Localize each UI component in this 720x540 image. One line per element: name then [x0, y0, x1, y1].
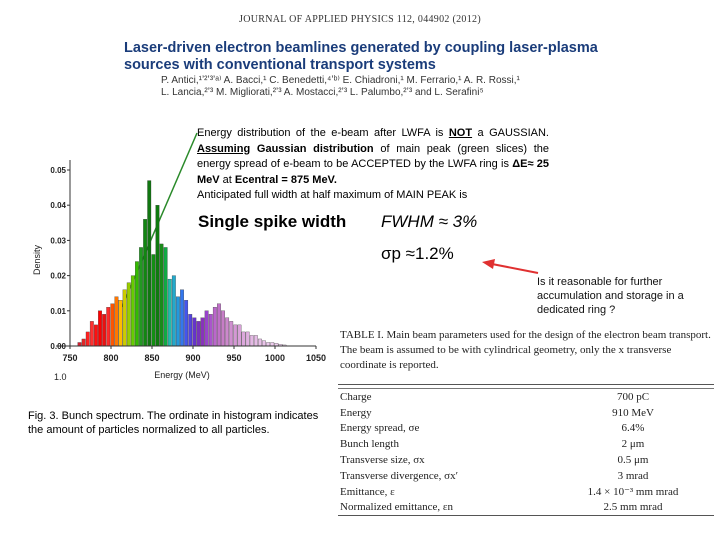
- histogram-bar: [168, 279, 172, 346]
- table-param: Emittance, ε: [340, 485, 395, 498]
- histogram-bar: [176, 297, 180, 346]
- y-tick-label: 0.01: [50, 306, 66, 316]
- histogram-bar: [201, 318, 205, 346]
- histogram-bar: [184, 300, 188, 346]
- histogram-bar: [225, 318, 229, 346]
- histogram-bar: [221, 311, 225, 346]
- histogram-bar: [127, 283, 130, 346]
- table-row: [338, 468, 714, 484]
- histogram-bar: [180, 290, 184, 346]
- table-value: 3 mrad: [617, 469, 649, 482]
- histogram-bar: [156, 205, 160, 346]
- table-row: [338, 405, 714, 421]
- y-tick-label: 0.02: [50, 271, 66, 281]
- table-row: [338, 484, 714, 500]
- histogram-bar: [234, 325, 238, 346]
- histogram-bar: [139, 247, 143, 346]
- histogram-bar: [94, 325, 98, 346]
- histogram-bar: [119, 300, 123, 346]
- table-value: 6.4%: [621, 422, 645, 435]
- histogram-bar: [238, 325, 242, 346]
- histogram-bar: [152, 254, 156, 346]
- journal-header: JOURNAL OF APPLIED PHYSICS 112, 044902 (2012): [239, 14, 481, 25]
- histogram-bar: [78, 342, 82, 346]
- fwhm-label: FWHM ≈ 3%: [381, 212, 478, 231]
- para-text-4: at: [219, 173, 235, 186]
- histogram-bar: [111, 304, 115, 346]
- red-arrowhead: [482, 259, 495, 269]
- sigma-label: σp ≈1.2%: [381, 244, 454, 263]
- table-param: Normalized emittance, εn: [340, 501, 454, 514]
- x-tick-label: 950: [226, 353, 242, 363]
- table-param: Energy spread, σe: [340, 422, 420, 435]
- histogram-bar: [258, 339, 262, 346]
- table-value: 2 μm: [621, 438, 645, 451]
- spike-label: Single spike width: [198, 212, 347, 231]
- histogram-bar: [102, 314, 106, 346]
- x-tick-label: 800: [103, 353, 119, 363]
- para-gauss: Gaussian distribution: [250, 142, 374, 155]
- y-tick-label: 0.03: [50, 236, 66, 246]
- histogram-bar: [106, 307, 110, 346]
- histogram-bar: [254, 335, 258, 346]
- histogram-bar: [246, 332, 250, 346]
- x-tick-labels: [62, 346, 326, 363]
- below-axis-text: 1.0: [54, 372, 67, 382]
- histogram-bar: [213, 307, 217, 346]
- histogram-bar: [217, 304, 221, 346]
- para-ecentral: Ecentral = 875 MeV.: [234, 173, 337, 186]
- x-tick-label: 1000: [264, 353, 286, 363]
- histogram-bars: [78, 181, 286, 346]
- histogram-bar: [115, 297, 119, 346]
- para-not: NOT: [448, 127, 473, 139]
- authors-line-1: P. Antici,¹ʼ²ʼ³ʼᵃ⁾ A. Bacci,¹ C. Benedetti,⁴ʼᵇ⁾ E. Chiadroni,¹ M. Ferrario,¹ A. R. Rossi,¹: [161, 75, 520, 86]
- table-param: Transverse divergence, σx′: [340, 469, 459, 482]
- table-param: Charge: [340, 390, 372, 403]
- histogram-bar: [242, 332, 246, 346]
- histogram-bar: [143, 219, 147, 346]
- histogram-bar: [197, 321, 201, 346]
- para-text-5: Anticipated full width at half maximum of MAIN PEAK is: [197, 189, 468, 201]
- histogram-bar: [172, 276, 176, 346]
- paper-title: Laser-driven electron beamlines generated by coupling laser-plasma sources with conventional transport systems: [124, 40, 598, 73]
- x-tick-label: 850: [144, 353, 160, 363]
- parameters-table: [338, 384, 714, 516]
- histogram-bar: [164, 247, 168, 346]
- table-value: 700 pC: [616, 390, 650, 403]
- table-row: [338, 500, 714, 516]
- red-arrow-line: [492, 264, 538, 273]
- y-tick-labels: [50, 166, 70, 351]
- histogram-bar: [266, 342, 270, 346]
- histogram-bar: [193, 318, 197, 346]
- para-assuming: Assuming: [197, 142, 251, 155]
- para-text-3: of main peak (green slices) the energy spread of e-beam to be ACCEPTED by the LWFA ring is: [197, 142, 550, 170]
- histogram-bar: [270, 342, 274, 346]
- energy-histogram: [30, 150, 330, 390]
- para-delta: ΔE≈ 25 MeV: [197, 158, 549, 186]
- histogram-bar: [229, 321, 233, 346]
- histogram-bar: [98, 311, 102, 346]
- histogram-bar: [262, 341, 266, 346]
- table-value: 0.5 μm: [617, 454, 649, 467]
- table-row: [338, 421, 714, 437]
- x-tick-label: 900: [185, 353, 201, 363]
- table-row: [338, 389, 714, 405]
- x-tick-label: 750: [62, 353, 78, 363]
- question-text: Is it reasonable for further accumulation and storage in a dedicated ring ?: [537, 276, 684, 316]
- histogram-bar: [86, 332, 90, 346]
- y-axis-label: Density: [32, 244, 42, 276]
- authors-line-2: L. Lancia,²ʼ³ M. Migliorati,²ʼ³ A. Mostacci,²ʼ³ L. Palumbo,²ʼ³ and L. Serafini⁵: [161, 87, 484, 98]
- para-text-1: Energy distribution of the e-beam after LWFA is: [197, 127, 449, 139]
- table-value: 910 MeV: [612, 406, 654, 419]
- histogram-bar: [160, 244, 164, 346]
- y-tick-label: 0.05: [50, 166, 66, 175]
- x-tick-label: 1050: [305, 353, 327, 363]
- table-row: [338, 452, 714, 468]
- table-param: Energy: [340, 406, 372, 419]
- y-tick-label: 0.00: [50, 342, 66, 351]
- table-value: 1.4 × 10⁻³ mm mrad: [587, 486, 679, 499]
- histogram-bar: [250, 335, 254, 346]
- histogram-bar: [205, 311, 209, 346]
- histogram-bar: [209, 314, 213, 346]
- table-row: [338, 436, 714, 452]
- histogram-bar: [188, 314, 192, 346]
- histogram-bar: [135, 262, 139, 346]
- histogram-bar: [147, 181, 151, 346]
- histogram-bar: [123, 290, 127, 346]
- histogram-bar: [90, 321, 94, 346]
- table-caption: TABLE I. Main beam parameters used for the design of the electron beam transport. The beam is assumed to be with cylindrical geometry, only the x transverse coordinate is reported.: [340, 329, 711, 371]
- para-text-2: a GAUSSIAN.: [472, 127, 549, 139]
- figure-caption: Fig. 3. Bunch spectrum. The ordinate in histogram indicates the amount of particles normalized to all particles.: [28, 410, 319, 436]
- y-tick-label: 0.04: [50, 201, 66, 211]
- x-axis-label: Energy (MeV): [154, 370, 210, 380]
- table-param: Bunch length: [340, 438, 399, 451]
- table-value: 2.5 mm mrad: [603, 501, 663, 514]
- histogram-bar: [131, 276, 135, 346]
- table-param: Transverse size, σx: [340, 454, 425, 467]
- histogram-bar: [82, 339, 86, 346]
